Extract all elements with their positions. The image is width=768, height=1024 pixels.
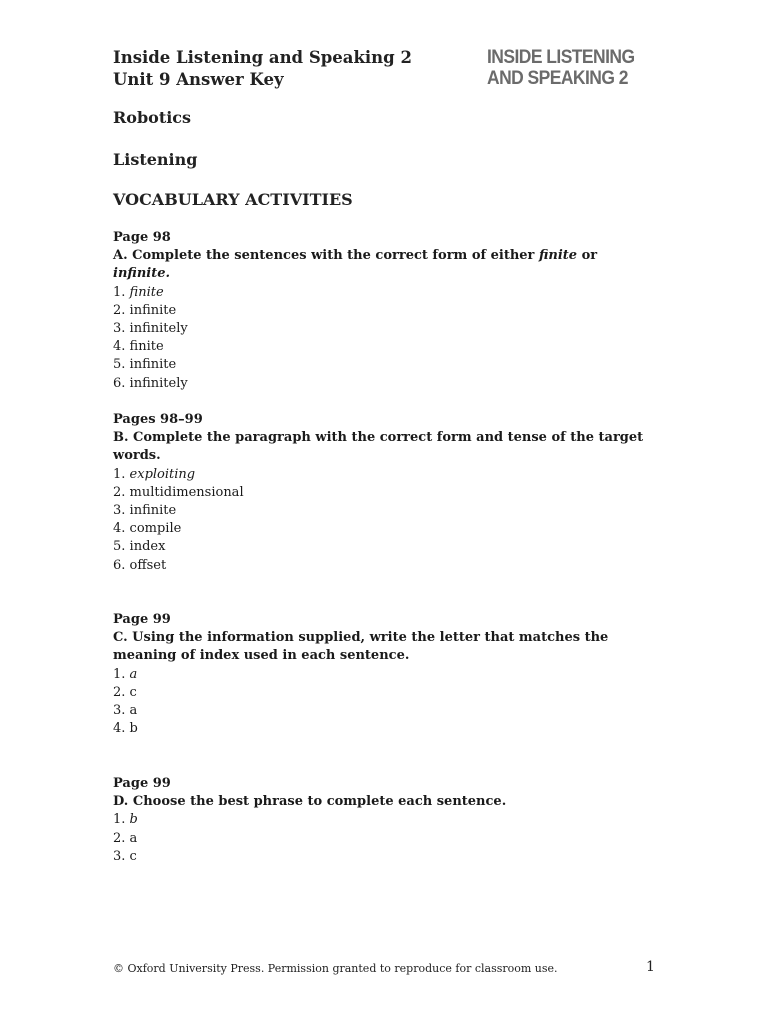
answer-number: 4. xyxy=(113,339,130,355)
answer-number: 6. xyxy=(113,375,130,391)
answer-number: 1. xyxy=(113,812,130,828)
list-item xyxy=(113,466,653,484)
logo-line-1: INSIDE LISTENING xyxy=(487,47,635,68)
logo-line-2: AND SPEAKING 2 xyxy=(487,68,628,89)
list-item xyxy=(113,702,653,720)
list-item xyxy=(113,502,653,520)
instruction: B. Complete the paragraph with the correct form and tense of the target words. xyxy=(113,430,644,464)
answer-number: 3. xyxy=(113,703,130,719)
page-reference: Page 99 xyxy=(113,776,171,791)
answer-list xyxy=(113,284,653,393)
answer-number: 2. xyxy=(113,684,130,700)
answer-text: compile xyxy=(129,521,182,537)
answer-number: 5. xyxy=(113,357,130,373)
answer-number: 1. xyxy=(113,666,130,682)
list-item xyxy=(113,811,653,829)
answer-text: infinite xyxy=(129,357,177,373)
answer-number: 3. xyxy=(113,503,130,519)
list-item xyxy=(113,830,653,848)
instruction-text: A. Complete the sentences with the correct form of either xyxy=(113,248,539,264)
answer-text: b xyxy=(129,721,138,737)
page-reference: Page 98 xyxy=(113,230,171,245)
list-item xyxy=(113,484,653,502)
answer-text: finite xyxy=(129,284,164,300)
answer-text: infinite xyxy=(129,302,177,318)
list-item xyxy=(113,538,653,556)
answer-number: 6. xyxy=(113,557,130,573)
list-item xyxy=(113,557,653,575)
answer-text: infinitely xyxy=(129,321,188,337)
answer-list xyxy=(113,811,653,866)
instruction: C. Using the information supplied, write the letter that matches the meaning of index used in each sentence. xyxy=(113,630,609,664)
list-item xyxy=(113,848,653,866)
activities-heading: VOCABULARY ACTIVITIES xyxy=(113,190,353,209)
instruction-term-finite: finite xyxy=(538,248,578,264)
section-c xyxy=(113,611,653,738)
list-item xyxy=(113,320,653,338)
list-item xyxy=(113,338,653,356)
answer-list xyxy=(113,466,653,575)
answer-number: 5. xyxy=(113,539,130,555)
document-header xyxy=(113,47,412,91)
page-reference: Pages 98–99 xyxy=(113,412,203,427)
answer-number: 4. xyxy=(113,521,130,537)
answer-text: c xyxy=(129,684,137,700)
answer-text: offset xyxy=(129,557,167,573)
list-item xyxy=(113,302,653,320)
topic-heading: Robotics xyxy=(113,108,192,127)
book-title: Inside Listening and Speaking 2 xyxy=(113,48,412,67)
unit-title: Unit 9 Answer Key xyxy=(113,70,284,89)
answer-number: 3. xyxy=(113,321,130,337)
list-item xyxy=(113,284,653,302)
answer-number: 2. xyxy=(113,830,130,846)
answer-number: 1. xyxy=(113,284,130,300)
answer-text: infinitely xyxy=(129,375,188,391)
copyright-notice: © Oxford University Press. Permission granted to reproduce for classroom use. xyxy=(113,962,558,975)
answer-number: 3. xyxy=(113,848,130,864)
answer-number: 2. xyxy=(113,484,130,500)
section-a xyxy=(113,229,653,393)
skill-heading: Listening xyxy=(113,150,198,169)
answer-text: finite xyxy=(129,339,164,355)
list-item xyxy=(113,720,653,738)
instruction xyxy=(113,247,653,283)
answer-text: exploiting xyxy=(129,466,196,482)
instruction-text-or: or xyxy=(577,248,598,264)
answer-number: 1. xyxy=(113,466,130,482)
section-d xyxy=(113,775,653,866)
answer-text: multidimensional xyxy=(129,484,244,500)
answer-text: b xyxy=(129,812,138,828)
page-reference: Page 99 xyxy=(113,612,171,627)
answer-number: 2. xyxy=(113,302,130,318)
instruction: D. Choose the best phrase to complete each sentence. xyxy=(113,794,507,810)
list-item xyxy=(113,684,653,702)
instruction-term-infinite: infinite. xyxy=(113,266,171,282)
answer-text: a xyxy=(129,666,138,682)
list-item xyxy=(113,375,653,393)
answer-text: index xyxy=(129,539,166,555)
answer-number: 4. xyxy=(113,721,130,737)
list-item xyxy=(113,356,653,374)
answer-text: a xyxy=(129,703,138,719)
answer-list xyxy=(113,666,653,739)
section-b xyxy=(113,411,653,575)
answer-text: c xyxy=(129,848,137,864)
answer-text: a xyxy=(129,830,138,846)
page-number: 1 xyxy=(646,959,655,975)
series-logo xyxy=(487,47,640,89)
list-item xyxy=(113,520,653,538)
list-item xyxy=(113,666,653,684)
answer-text: infinite xyxy=(129,503,177,519)
